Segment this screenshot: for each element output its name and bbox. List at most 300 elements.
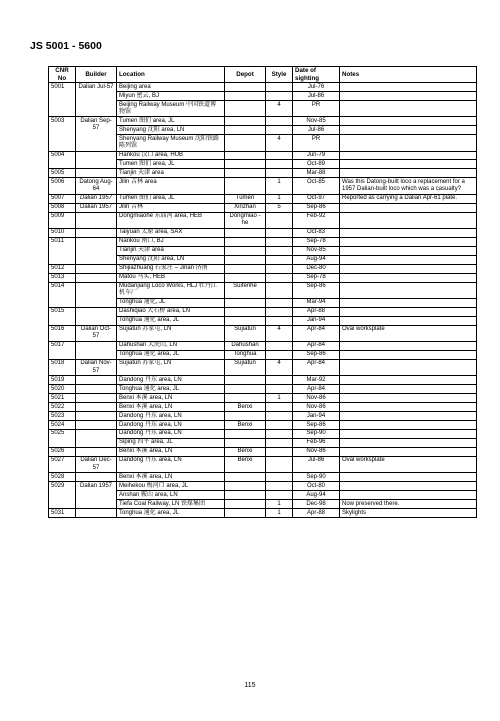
table-row [49,430,477,439]
cell-notes [340,151,477,160]
cell-style [266,342,293,351]
table-row [49,482,477,491]
cell-location: Shenyang 沈阳 area, LN [117,255,225,264]
cell-depot [225,178,266,194]
cell-style [266,448,293,457]
cell-builder [76,264,117,273]
cell-notes [340,282,477,298]
cell-notes [340,273,477,282]
table-row [49,448,477,457]
cell-cnr: 5018 [49,360,76,376]
cell-date: Jan-94 [293,316,340,325]
cell-notes [340,135,477,151]
cell-depot [225,169,266,178]
cell-builder [76,212,117,228]
cell-depot [225,307,266,316]
cell-notes [340,421,477,430]
cell-depot [225,117,266,126]
table-row [49,203,477,212]
cell-cnr: 5010 [49,228,76,237]
cell-date: Nov-86 [293,448,340,457]
cell-cnr: 5022 [49,403,76,412]
cell-style [266,169,293,178]
header-builder: Builder [76,67,117,83]
cell-location: Dandong 丹东 area, LN [117,412,225,421]
table-row [49,151,477,160]
cell-cnr: 5001 [49,83,76,117]
cell-notes [340,246,477,255]
cell-notes [340,448,477,457]
cell-location: Shenyang 沈阳 area, LN [117,126,225,135]
cell-location: Dahushan 大虎山, LN [117,342,225,351]
header-cnr: CNR No [49,67,76,83]
cell-notes [340,307,477,316]
cell-style [266,491,293,500]
cell-location: Dandong 丹东 area, LN [117,457,225,473]
cell-depot: Sujiatun [225,325,266,341]
cell-depot [225,430,266,439]
cell-depot [225,412,266,421]
cell-notes [340,160,477,169]
cell-location: Nankou 南口, BJ [117,237,225,246]
cell-location: Beijing area [117,83,225,92]
cell-depot [225,394,266,403]
cell-style: 4 [266,101,293,117]
cell-notes [340,92,477,101]
cell-builder: Dalian 1957 [76,194,117,203]
cell-builder [76,169,117,178]
cell-notes: Reported as carrying a Dalian Apr-61 plate. [340,194,477,203]
table-row [49,169,477,178]
cell-depot: Tumen [225,194,266,203]
cell-date: Sep-78 [293,273,340,282]
cell-builder [76,394,117,403]
cell-location: Dandong 丹东 area, LN [117,421,225,430]
cell-cnr: 5024 [49,421,76,430]
table-row [49,264,477,273]
cell-notes [340,298,477,307]
cell-date: Apr-84 [293,360,340,376]
cell-date: Apr-88 [293,509,340,518]
cell-depot [225,500,266,509]
cell-cnr: 5019 [49,376,76,385]
cell-style: 1 [266,500,293,509]
cell-date: Nov-85 [293,246,340,255]
cell-depot [225,385,266,394]
cell-builder: Dalian Nov-57 [76,360,117,376]
cell-location: Tiefa Coal Railway, LN 铁煤集团 [117,500,225,509]
cell-cnr: 5026 [49,448,76,457]
cell-depot: Dongmiao -he [225,212,266,228]
cell-style: 1 [266,509,293,518]
cell-location: Dongmiaohe 东庙河 area, HEB [117,212,225,228]
header-row [49,67,477,83]
cell-cnr: 5005 [49,169,76,178]
cell-depot [225,83,266,92]
table-row [49,509,477,518]
cell-builder [76,412,117,421]
table-row [49,394,477,403]
table-row [49,212,477,228]
cell-date: Nov-86 [293,403,340,412]
cell-depot [225,491,266,500]
cell-location: Tonghua 通化, JL [117,298,225,307]
cell-notes [340,126,477,135]
cell-notes [340,264,477,273]
table-row [49,412,477,421]
cell-location: Benxi 本溪 area, LN [117,448,225,457]
cell-style [266,282,293,298]
cell-notes [340,430,477,439]
cell-date: Jan-94 [293,412,340,421]
cell-depot [225,298,266,307]
cell-date: Apr-88 [293,307,340,316]
cell-builder: Dalian Sep-57 [76,117,117,151]
cell-date: Dec-80 [293,264,340,273]
cell-builder [76,403,117,412]
cell-style [266,351,293,360]
cell-style [266,430,293,439]
cell-style: 1 [266,194,293,203]
cell-notes [340,482,477,491]
cell-cnr: 5017 [49,342,76,360]
cell-date: Nov-85 [293,117,340,126]
cell-notes [340,342,477,351]
cell-builder [76,376,117,385]
cell-style: 4 [266,325,293,341]
cell-cnr: 5016 [49,325,76,341]
cell-builder [76,151,117,169]
cell-style [266,228,293,237]
table-row [49,228,477,237]
cell-depot [225,509,266,518]
cell-style [266,255,293,264]
cell-location: Sujiatun 苏家屯, LN [117,325,225,341]
table-row [49,421,477,430]
cell-date: Mar-88 [293,169,340,178]
cell-date: Sep-86 [293,282,340,298]
cell-location: Shijiazhuang 石家庄 – Jinan 济南 [117,264,225,273]
cell-notes: Was this Datong-built loco a replacement for a 1957 Dalian-built loco which was a casualty? [340,178,477,194]
cell-date: Jul-86 [293,92,340,101]
cell-builder [76,385,117,394]
cell-notes [340,101,477,117]
cell-style: 4 [266,135,293,151]
cell-date: Aug-94 [293,491,340,500]
table-row [49,273,477,282]
cell-style: 1 [266,178,293,194]
cell-location: Sujiatun 苏家屯, LN [117,360,225,376]
header-style: Style [266,67,293,83]
cell-builder: Dalian 1957 [76,482,117,509]
locomotive-register-table [48,66,477,518]
cell-date: Oct-89 [293,160,340,169]
cell-style [266,264,293,273]
cell-cnr: 5028 [49,473,76,482]
cell-date: Oct-97 [293,194,340,203]
cell-style: 4 [266,360,293,376]
cell-builder: Datong Aug-64 [76,178,117,194]
cell-depot [225,482,266,491]
table-row [49,194,477,203]
cell-date: Dec-98 [293,500,340,509]
cell-depot [225,228,266,237]
cell-depot [225,237,266,246]
cell-depot [225,160,266,169]
cell-cnr: 5009 [49,212,76,228]
cell-depot [225,92,266,101]
table-row [49,342,477,351]
table-row [49,473,477,482]
cell-date: Aug-94 [293,255,340,264]
cell-depot: Suifenhe [225,282,266,298]
cell-date: Sep-86 [293,203,340,212]
cell-style: 1 [266,394,293,403]
cell-location: Tonghua 通化 area, JL [117,316,225,325]
cell-style [266,298,293,307]
cell-location: Tonghua 通化 area, JL [117,509,225,518]
cell-location: Anshan 鞍山 area, LN [117,491,225,500]
cell-depot: Benxi [225,421,266,430]
table-row [49,457,477,473]
cell-style [266,376,293,385]
cell-date: Jul-76 [293,83,340,92]
cell-location: Dandong 丹东 area, LN [117,430,225,439]
cell-notes [340,212,477,228]
cell-location: Tonghua 通化 area, JL [117,351,225,360]
cell-builder [76,282,117,307]
cell-depot: Xinzhan [225,203,266,212]
cell-builder: Dalian Dec-57 [76,457,117,473]
cell-location: Tumen 图们 area, JL [117,117,225,126]
cell-location: Miyun 密云, BJ [117,92,225,101]
table-row [49,83,477,92]
cell-style [266,117,293,126]
cell-builder [76,473,117,482]
cell-date: Feb-96 [293,439,340,448]
cell-date: Apr-84 [293,325,340,341]
cell-location: Hankou 汉口 area, HUB [117,151,225,160]
cell-location: Benxi 本溪 area, LN [117,403,225,412]
cell-date: Mar-92 [293,376,340,385]
cell-cnr: 5006 [49,178,76,194]
header-date: Date of sighting [293,67,340,83]
table-row [49,360,477,376]
header-depot: Depot [225,67,266,83]
cell-notes [340,394,477,403]
cell-depot: Benxi [225,403,266,412]
cell-style [266,151,293,160]
cell-date: Oct-80 [293,482,340,491]
cell-builder: Dalian 1957 [76,203,117,212]
cell-location: Tumen 图们 area, JL [117,194,225,203]
cell-notes: Oval worksplate [340,325,477,341]
cell-location: Dashiqiao 大石桥 area, LN [117,307,225,316]
cell-notes [340,403,477,412]
cell-cnr: 5029 [49,482,76,509]
cell-cnr: 5008 [49,203,76,212]
cell-style [266,457,293,473]
cell-style [266,403,293,412]
cell-notes [340,237,477,246]
cell-location: Tianjin 天津 area [117,169,225,178]
table-row [49,237,477,246]
cell-builder [76,342,117,360]
cell-date: Sep-86 [293,421,340,430]
cell-date: PR [293,101,340,117]
cell-style [266,246,293,255]
cell-notes: Skylights [340,509,477,518]
cell-cnr: 5023 [49,412,76,421]
cell-cnr: 5025 [49,430,76,448]
cell-location: Mudanjiang Loco Works, HLJ 牡丹江机车厂 [117,282,225,298]
cell-style [266,307,293,316]
cell-location: Tonghua 通化 area, JL [117,385,225,394]
cell-builder [76,430,117,448]
cell-cnr: 5012 [49,264,76,273]
cell-depot [225,376,266,385]
cell-builder [76,273,117,282]
cell-notes [340,316,477,325]
cell-cnr: 5031 [49,509,76,518]
cell-depot [225,264,266,273]
cell-location: Tumen 图们 area, JL [117,160,225,169]
cell-cnr: 5020 [49,385,76,394]
cell-depot [225,151,266,160]
cell-builder [76,228,117,237]
cell-location: Siping 四平 area, JL [117,439,225,448]
cell-cnr: 5004 [49,151,76,169]
cell-style [266,237,293,246]
cell-cnr: 5007 [49,194,76,203]
cell-style [266,473,293,482]
cell-depot [225,135,266,151]
cell-date: Jul-86 [293,126,340,135]
table-row [49,376,477,385]
cell-builder [76,421,117,430]
cell-date: Nov-86 [293,394,340,403]
cell-cnr: 5027 [49,457,76,473]
table-row [49,325,477,341]
cell-location: Taiyuan 太原 area, SAX [117,228,225,237]
cell-depot [225,255,266,264]
cell-date: Sep-78 [293,237,340,246]
cell-notes [340,83,477,92]
cell-notes [340,491,477,500]
cell-cnr: 5011 [49,237,76,264]
cell-builder [76,509,117,518]
cell-depot [225,126,266,135]
cell-style [266,92,293,101]
cell-location: Beijing Railway Museum 中国铁道博物馆 [117,101,225,117]
cell-depot: Tonghua [225,351,266,360]
cell-date: Jun-79 [293,151,340,160]
cell-date: Jul-86 [293,457,340,473]
cell-style [266,482,293,491]
cell-notes [340,255,477,264]
cell-style [266,212,293,228]
cell-location: Meihekou 梅河口 area, JL [117,482,225,491]
cell-builder: Dalian Oct-57 [76,325,117,341]
cell-date: Sep-86 [293,351,340,360]
cell-depot [225,439,266,448]
cell-style [266,385,293,394]
cell-depot [225,316,266,325]
cell-notes [340,439,477,448]
cell-location: Jilin 吉林 [117,203,225,212]
page-title: JS 5001 - 5600 [30,40,102,52]
cell-date: Mar-94 [293,298,340,307]
cell-date: Apr-84 [293,385,340,394]
cell-depot [225,246,266,255]
cell-depot [225,473,266,482]
cell-cnr: 5014 [49,282,76,307]
cell-depot: Benxi [225,457,266,473]
cell-cnr: 5003 [49,117,76,151]
cell-depot: Dahushan [225,342,266,351]
cell-location: Jilin 吉林 area [117,178,225,194]
cell-location: Matou 马头, HEB [117,273,225,282]
cell-notes [340,473,477,482]
cell-style: 5 [266,203,293,212]
cell-date: Oct-85 [293,178,340,194]
cell-notes [340,203,477,212]
cell-location: Dandong 丹东 area, LN [117,376,225,385]
cell-cnr: 5021 [49,394,76,403]
table-row [49,178,477,194]
cell-style [266,126,293,135]
table-row [49,385,477,394]
cell-builder [76,448,117,457]
table-row [49,282,477,298]
cell-notes [340,360,477,376]
cell-date: Oct-83 [293,228,340,237]
cell-date: Feb-92 [293,212,340,228]
table-row [49,403,477,412]
cell-cnr: 5015 [49,307,76,325]
cell-date: PR [293,135,340,151]
cell-notes [340,412,477,421]
cell-location: Benxi 本溪 area, LN [117,473,225,482]
cell-style [266,316,293,325]
cell-depot [225,101,266,117]
cell-builder [76,237,117,264]
cell-depot: Sujiatun [225,360,266,376]
cell-notes [340,169,477,178]
cell-style [266,439,293,448]
cell-notes [340,351,477,360]
cell-builder: Dalian Jul-57 [76,83,117,117]
cell-location: Shenyang Railway Museum 沈阳铁路陈列馆 [117,135,225,151]
header-location: Location [117,67,225,83]
cell-date: Apr-84 [293,342,340,351]
cell-style [266,160,293,169]
cell-location: Benxi 本溪 area, LN [117,394,225,403]
cell-depot: Benxi [225,448,266,457]
cell-notes [340,385,477,394]
cell-style [266,273,293,282]
register-body [49,83,477,518]
cell-cnr: 5013 [49,273,76,282]
cell-notes: Oval worksplate [340,457,477,473]
header-notes: Notes [340,67,477,83]
cell-notes [340,376,477,385]
cell-notes: Now preserved there. [340,500,477,509]
cell-style [266,83,293,92]
table-row [49,117,477,126]
cell-notes [340,228,477,237]
page-number: 115 [244,682,256,689]
